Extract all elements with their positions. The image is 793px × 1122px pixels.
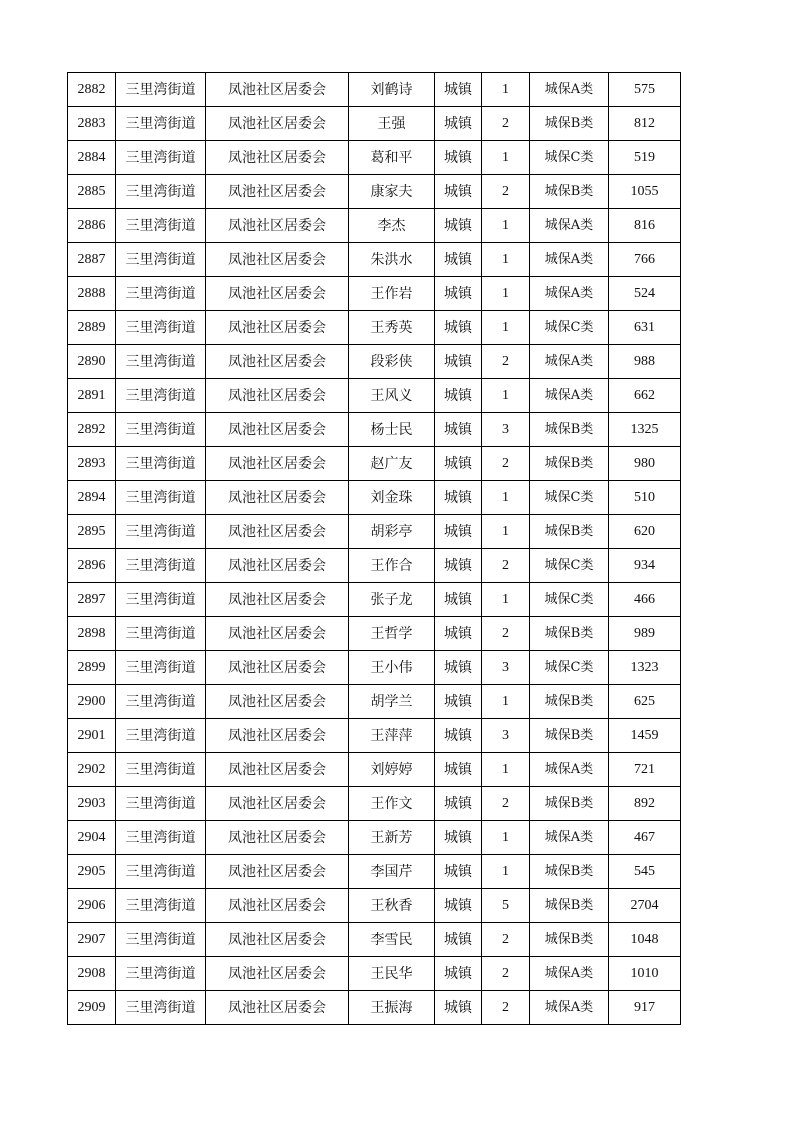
area-type-cell: 城镇 (435, 311, 482, 345)
subdistrict-cell: 三里湾街道 (116, 277, 206, 311)
area-type-cell: 城镇 (435, 481, 482, 515)
household-size-cell: 2 (482, 617, 530, 651)
community-cell: 凤池社区居委会 (206, 141, 349, 175)
community-cell: 凤池社区居委会 (206, 583, 349, 617)
amount-cell: 917 (609, 991, 681, 1025)
community-cell: 凤池社区居委会 (206, 243, 349, 277)
community-cell: 凤池社区居委会 (206, 821, 349, 855)
household-size-cell: 3 (482, 651, 530, 685)
table-row (68, 957, 681, 991)
community-cell: 凤池社区居委会 (206, 515, 349, 549)
name-cell: 王哲学 (349, 617, 435, 651)
amount-cell: 721 (609, 753, 681, 787)
name-cell: 王作文 (349, 787, 435, 821)
area-type-cell: 城镇 (435, 549, 482, 583)
community-cell: 凤池社区居委会 (206, 889, 349, 923)
name-cell: 段彩侠 (349, 345, 435, 379)
serial-number-cell: 2889 (68, 311, 116, 345)
amount-cell: 1048 (609, 923, 681, 957)
insurance-category-cell: 城保C类 (530, 141, 609, 175)
table-row (68, 923, 681, 957)
insurance-category-cell: 城保C类 (530, 583, 609, 617)
insurance-category-cell: 城保B类 (530, 515, 609, 549)
area-type-cell: 城镇 (435, 719, 482, 753)
community-cell: 凤池社区居委会 (206, 311, 349, 345)
community-cell: 凤池社区居委会 (206, 277, 349, 311)
area-type-cell: 城镇 (435, 345, 482, 379)
name-cell: 杨士民 (349, 413, 435, 447)
subdistrict-cell: 三里湾街道 (116, 209, 206, 243)
area-type-cell: 城镇 (435, 685, 482, 719)
serial-number-cell: 2897 (68, 583, 116, 617)
insurance-category-cell: 城保B类 (530, 685, 609, 719)
community-cell: 凤池社区居委会 (206, 991, 349, 1025)
serial-number-cell: 2892 (68, 413, 116, 447)
amount-cell: 467 (609, 821, 681, 855)
table-row (68, 821, 681, 855)
serial-number-cell: 2882 (68, 73, 116, 107)
household-size-cell: 2 (482, 447, 530, 481)
table-row (68, 515, 681, 549)
amount-cell: 510 (609, 481, 681, 515)
amount-cell: 519 (609, 141, 681, 175)
insurance-category-cell: 城保A类 (530, 73, 609, 107)
insurance-category-cell: 城保A类 (530, 821, 609, 855)
name-cell: 王强 (349, 107, 435, 141)
insurance-category-cell: 城保B类 (530, 889, 609, 923)
amount-cell: 1459 (609, 719, 681, 753)
household-size-cell: 2 (482, 923, 530, 957)
community-cell: 凤池社区居委会 (206, 73, 349, 107)
community-cell: 凤池社区居委会 (206, 719, 349, 753)
community-cell: 凤池社区居委会 (206, 753, 349, 787)
household-size-cell: 1 (482, 73, 530, 107)
area-type-cell: 城镇 (435, 379, 482, 413)
serial-number-cell: 2906 (68, 889, 116, 923)
amount-cell: 620 (609, 515, 681, 549)
amount-cell: 816 (609, 209, 681, 243)
table-row (68, 549, 681, 583)
insurance-category-cell: 城保A类 (530, 243, 609, 277)
table-row (68, 141, 681, 175)
table-row (68, 685, 681, 719)
area-type-cell: 城镇 (435, 753, 482, 787)
table-row (68, 889, 681, 923)
name-cell: 赵广友 (349, 447, 435, 481)
table-row (68, 855, 681, 889)
amount-cell: 1010 (609, 957, 681, 991)
subdistrict-cell: 三里湾街道 (116, 855, 206, 889)
amount-cell: 1325 (609, 413, 681, 447)
household-size-cell: 1 (482, 855, 530, 889)
household-size-cell: 1 (482, 515, 530, 549)
subdistrict-cell: 三里湾街道 (116, 957, 206, 991)
amount-cell: 989 (609, 617, 681, 651)
serial-number-cell: 2887 (68, 243, 116, 277)
name-cell: 朱洪水 (349, 243, 435, 277)
household-size-cell: 1 (482, 141, 530, 175)
insurance-category-cell: 城保C类 (530, 651, 609, 685)
table-row (68, 787, 681, 821)
table-row (68, 583, 681, 617)
name-cell: 王小伟 (349, 651, 435, 685)
name-cell: 王振海 (349, 991, 435, 1025)
subdistrict-cell: 三里湾街道 (116, 311, 206, 345)
household-size-cell: 1 (482, 379, 530, 413)
name-cell: 王民华 (349, 957, 435, 991)
community-cell: 凤池社区居委会 (206, 923, 349, 957)
area-type-cell: 城镇 (435, 277, 482, 311)
household-size-cell: 2 (482, 345, 530, 379)
subdistrict-cell: 三里湾街道 (116, 787, 206, 821)
table-row (68, 413, 681, 447)
roster-table-body (68, 73, 681, 1025)
area-type-cell: 城镇 (435, 107, 482, 141)
area-type-cell: 城镇 (435, 515, 482, 549)
community-cell: 凤池社区居委会 (206, 787, 349, 821)
community-cell: 凤池社区居委会 (206, 175, 349, 209)
serial-number-cell: 2907 (68, 923, 116, 957)
community-cell: 凤池社区居委会 (206, 481, 349, 515)
household-size-cell: 2 (482, 787, 530, 821)
area-type-cell: 城镇 (435, 821, 482, 855)
subdistrict-cell: 三里湾街道 (116, 175, 206, 209)
area-type-cell: 城镇 (435, 73, 482, 107)
subdistrict-cell: 三里湾街道 (116, 73, 206, 107)
table-row (68, 617, 681, 651)
household-size-cell: 2 (482, 549, 530, 583)
serial-number-cell: 2902 (68, 753, 116, 787)
serial-number-cell: 2898 (68, 617, 116, 651)
household-size-cell: 1 (482, 753, 530, 787)
household-size-cell: 1 (482, 243, 530, 277)
serial-number-cell: 2899 (68, 651, 116, 685)
insurance-category-cell: 城保B类 (530, 923, 609, 957)
roster-table (67, 72, 681, 1025)
community-cell: 凤池社区居委会 (206, 379, 349, 413)
area-type-cell: 城镇 (435, 175, 482, 209)
subdistrict-cell: 三里湾街道 (116, 379, 206, 413)
name-cell: 王萍萍 (349, 719, 435, 753)
amount-cell: 662 (609, 379, 681, 413)
subdistrict-cell: 三里湾街道 (116, 923, 206, 957)
name-cell: 刘婷婷 (349, 753, 435, 787)
name-cell: 李雪民 (349, 923, 435, 957)
community-cell: 凤池社区居委会 (206, 209, 349, 243)
household-size-cell: 5 (482, 889, 530, 923)
household-size-cell: 1 (482, 685, 530, 719)
table-row (68, 345, 681, 379)
table-row (68, 175, 681, 209)
insurance-category-cell: 城保B类 (530, 447, 609, 481)
name-cell: 王作合 (349, 549, 435, 583)
name-cell: 刘鹤诗 (349, 73, 435, 107)
insurance-category-cell: 城保B类 (530, 175, 609, 209)
subdistrict-cell: 三里湾街道 (116, 515, 206, 549)
table-row (68, 277, 681, 311)
community-cell: 凤池社区居委会 (206, 617, 349, 651)
subdistrict-cell: 三里湾街道 (116, 651, 206, 685)
household-size-cell: 1 (482, 277, 530, 311)
household-size-cell: 2 (482, 175, 530, 209)
area-type-cell: 城镇 (435, 889, 482, 923)
subdistrict-cell: 三里湾街道 (116, 345, 206, 379)
insurance-category-cell: 城保B类 (530, 855, 609, 889)
subdistrict-cell: 三里湾街道 (116, 549, 206, 583)
household-size-cell: 2 (482, 107, 530, 141)
insurance-category-cell: 城保C类 (530, 481, 609, 515)
amount-cell: 934 (609, 549, 681, 583)
serial-number-cell: 2891 (68, 379, 116, 413)
community-cell: 凤池社区居委会 (206, 447, 349, 481)
insurance-category-cell: 城保A类 (530, 277, 609, 311)
table-row (68, 753, 681, 787)
name-cell: 康家夫 (349, 175, 435, 209)
table-row (68, 651, 681, 685)
name-cell: 王风义 (349, 379, 435, 413)
amount-cell: 631 (609, 311, 681, 345)
serial-number-cell: 2894 (68, 481, 116, 515)
name-cell: 王秋香 (349, 889, 435, 923)
name-cell: 胡学兰 (349, 685, 435, 719)
serial-number-cell: 2901 (68, 719, 116, 753)
amount-cell: 625 (609, 685, 681, 719)
serial-number-cell: 2909 (68, 991, 116, 1025)
insurance-category-cell: 城保A类 (530, 991, 609, 1025)
serial-number-cell: 2896 (68, 549, 116, 583)
amount-cell: 892 (609, 787, 681, 821)
community-cell: 凤池社区居委会 (206, 107, 349, 141)
area-type-cell: 城镇 (435, 413, 482, 447)
subdistrict-cell: 三里湾街道 (116, 481, 206, 515)
name-cell: 王作岩 (349, 277, 435, 311)
name-cell: 刘金珠 (349, 481, 435, 515)
area-type-cell: 城镇 (435, 141, 482, 175)
area-type-cell: 城镇 (435, 923, 482, 957)
insurance-category-cell: 城保C类 (530, 311, 609, 345)
subdistrict-cell: 三里湾街道 (116, 889, 206, 923)
household-size-cell: 1 (482, 481, 530, 515)
serial-number-cell: 2890 (68, 345, 116, 379)
serial-number-cell: 2883 (68, 107, 116, 141)
household-size-cell: 1 (482, 209, 530, 243)
serial-number-cell: 2905 (68, 855, 116, 889)
subdistrict-cell: 三里湾街道 (116, 447, 206, 481)
area-type-cell: 城镇 (435, 209, 482, 243)
amount-cell: 466 (609, 583, 681, 617)
area-type-cell: 城镇 (435, 991, 482, 1025)
amount-cell: 545 (609, 855, 681, 889)
insurance-category-cell: 城保B类 (530, 107, 609, 141)
subdistrict-cell: 三里湾街道 (116, 107, 206, 141)
insurance-category-cell: 城保B类 (530, 719, 609, 753)
community-cell: 凤池社区居委会 (206, 855, 349, 889)
insurance-category-cell: 城保B类 (530, 413, 609, 447)
table-row (68, 719, 681, 753)
amount-cell: 980 (609, 447, 681, 481)
amount-cell: 812 (609, 107, 681, 141)
area-type-cell: 城镇 (435, 651, 482, 685)
community-cell: 凤池社区居委会 (206, 345, 349, 379)
insurance-category-cell: 城保A类 (530, 957, 609, 991)
serial-number-cell: 2900 (68, 685, 116, 719)
area-type-cell: 城镇 (435, 617, 482, 651)
insurance-category-cell: 城保C类 (530, 549, 609, 583)
name-cell: 王秀英 (349, 311, 435, 345)
table-row (68, 243, 681, 277)
household-size-cell: 2 (482, 991, 530, 1025)
subdistrict-cell: 三里湾街道 (116, 141, 206, 175)
serial-number-cell: 2884 (68, 141, 116, 175)
subdistrict-cell: 三里湾街道 (116, 243, 206, 277)
area-type-cell: 城镇 (435, 447, 482, 481)
serial-number-cell: 2903 (68, 787, 116, 821)
serial-number-cell: 2895 (68, 515, 116, 549)
amount-cell: 766 (609, 243, 681, 277)
subdistrict-cell: 三里湾街道 (116, 685, 206, 719)
subdistrict-cell: 三里湾街道 (116, 821, 206, 855)
insurance-category-cell: 城保A类 (530, 209, 609, 243)
insurance-category-cell: 城保A类 (530, 379, 609, 413)
household-size-cell: 3 (482, 413, 530, 447)
insurance-category-cell: 城保A类 (530, 753, 609, 787)
area-type-cell: 城镇 (435, 583, 482, 617)
household-size-cell: 1 (482, 583, 530, 617)
serial-number-cell: 2893 (68, 447, 116, 481)
amount-cell: 1323 (609, 651, 681, 685)
table-row (68, 73, 681, 107)
community-cell: 凤池社区居委会 (206, 413, 349, 447)
community-cell: 凤池社区居委会 (206, 549, 349, 583)
serial-number-cell: 2886 (68, 209, 116, 243)
household-size-cell: 1 (482, 311, 530, 345)
amount-cell: 524 (609, 277, 681, 311)
table-row (68, 311, 681, 345)
table-row (68, 209, 681, 243)
amount-cell: 988 (609, 345, 681, 379)
serial-number-cell: 2908 (68, 957, 116, 991)
subdistrict-cell: 三里湾街道 (116, 413, 206, 447)
serial-number-cell: 2888 (68, 277, 116, 311)
amount-cell: 575 (609, 73, 681, 107)
area-type-cell: 城镇 (435, 243, 482, 277)
name-cell: 张子龙 (349, 583, 435, 617)
name-cell: 李杰 (349, 209, 435, 243)
table-row (68, 379, 681, 413)
area-type-cell: 城镇 (435, 855, 482, 889)
subdistrict-cell: 三里湾街道 (116, 991, 206, 1025)
community-cell: 凤池社区居委会 (206, 957, 349, 991)
name-cell: 李国芹 (349, 855, 435, 889)
community-cell: 凤池社区居委会 (206, 651, 349, 685)
household-size-cell: 3 (482, 719, 530, 753)
serial-number-cell: 2885 (68, 175, 116, 209)
table-row (68, 447, 681, 481)
subdistrict-cell: 三里湾街道 (116, 617, 206, 651)
insurance-category-cell: 城保B类 (530, 617, 609, 651)
insurance-category-cell: 城保B类 (530, 787, 609, 821)
name-cell: 葛和平 (349, 141, 435, 175)
subdistrict-cell: 三里湾街道 (116, 753, 206, 787)
name-cell: 王新芳 (349, 821, 435, 855)
table-row (68, 991, 681, 1025)
area-type-cell: 城镇 (435, 957, 482, 991)
amount-cell: 2704 (609, 889, 681, 923)
subdistrict-cell: 三里湾街道 (116, 719, 206, 753)
community-cell: 凤池社区居委会 (206, 685, 349, 719)
area-type-cell: 城镇 (435, 787, 482, 821)
table-row (68, 481, 681, 515)
name-cell: 胡彩亭 (349, 515, 435, 549)
amount-cell: 1055 (609, 175, 681, 209)
subdistrict-cell: 三里湾街道 (116, 583, 206, 617)
serial-number-cell: 2904 (68, 821, 116, 855)
table-row (68, 107, 681, 141)
household-size-cell: 2 (482, 957, 530, 991)
household-size-cell: 1 (482, 821, 530, 855)
insurance-category-cell: 城保A类 (530, 345, 609, 379)
